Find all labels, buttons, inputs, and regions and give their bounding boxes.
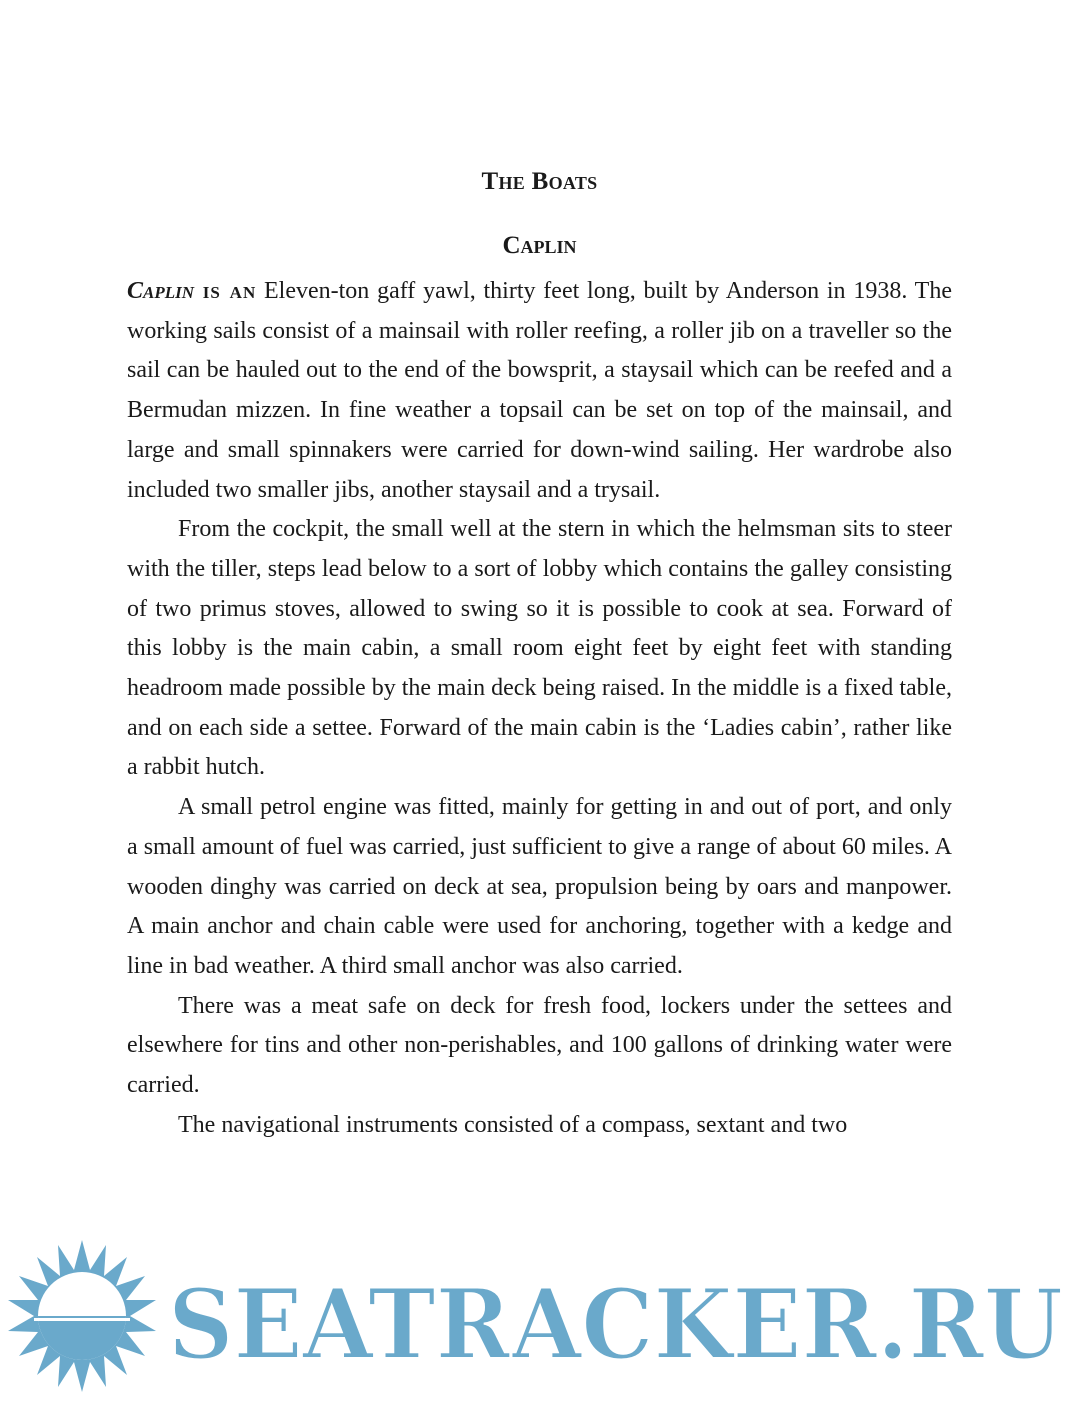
chapter-title: The Boats — [481, 168, 598, 195]
paragraph-3: A small petrol engine was fitted, mainly for getting in and out of port, and only a small amount of fuel was carried, just sufficient to give a range of about 60 miles. A wooden dinghy was carried on deck at sea, propulsion being by oars and manpower. A main anchor and chain cable were used for anchoring, together with a kedge and line in bad weather. A third small anchor was also carried. — [127, 794, 952, 979]
watermark-graphic — [0, 1236, 1080, 1397]
section-title: Caplin — [502, 232, 577, 259]
sun-icon — [8, 1240, 156, 1392]
lead-in — [127, 278, 256, 304]
paragraph-1-text: Eleven-ton gaff yawl, thirty feet long, built by Anderson in 1938. The working sails consist of a mainsail with roller reefing, a roller jib on a traveller so the sail can be hauled out to the end of the bowsprit, a staysail which can be reefed and a Bermudan mizzen. In fine weather a topsail can be set on top of the mainsail, and large and small spinnakers were carried for down-wind sailing. Her wardrobe also included two smaller jibs, another staysail and a trysail. — [127, 278, 952, 503]
watermark — [0, 1236, 1080, 1397]
lead-rest: is an — [194, 278, 257, 304]
lead-boat-name: Caplin — [127, 278, 195, 304]
watermark-text: SEATRACKER.RU — [168, 1268, 1063, 1381]
paragraph-5: The navigational instruments consisted of a compass, sextant and two — [178, 1111, 848, 1138]
paragraph-4: There was a meat safe on deck for fresh food, lockers under the settees and elsewhere for tins and other non-perishables, and 100 gallons of drinking water were carried. — [127, 992, 952, 1099]
page-content — [127, 168, 952, 1145]
paragraph-1 — [127, 272, 952, 510]
paragraph-2: From the cockpit, the small well at the stern in which the helmsman sits to steer with the tiller, steps lead below to a sort of lobby which contains the galley consisting of two primus stoves, allowed to swing so it is possible to cook at sea. Forward of this lobby is the main cabin, a small room eight feet by eight feet with standing headroom made possible by the main deck being raised. In the middle is a fixed table, and on each side a settee. Forward of the main cabin is the ‘Ladies cabin’, rather like a rabbit hutch. — [127, 516, 952, 781]
